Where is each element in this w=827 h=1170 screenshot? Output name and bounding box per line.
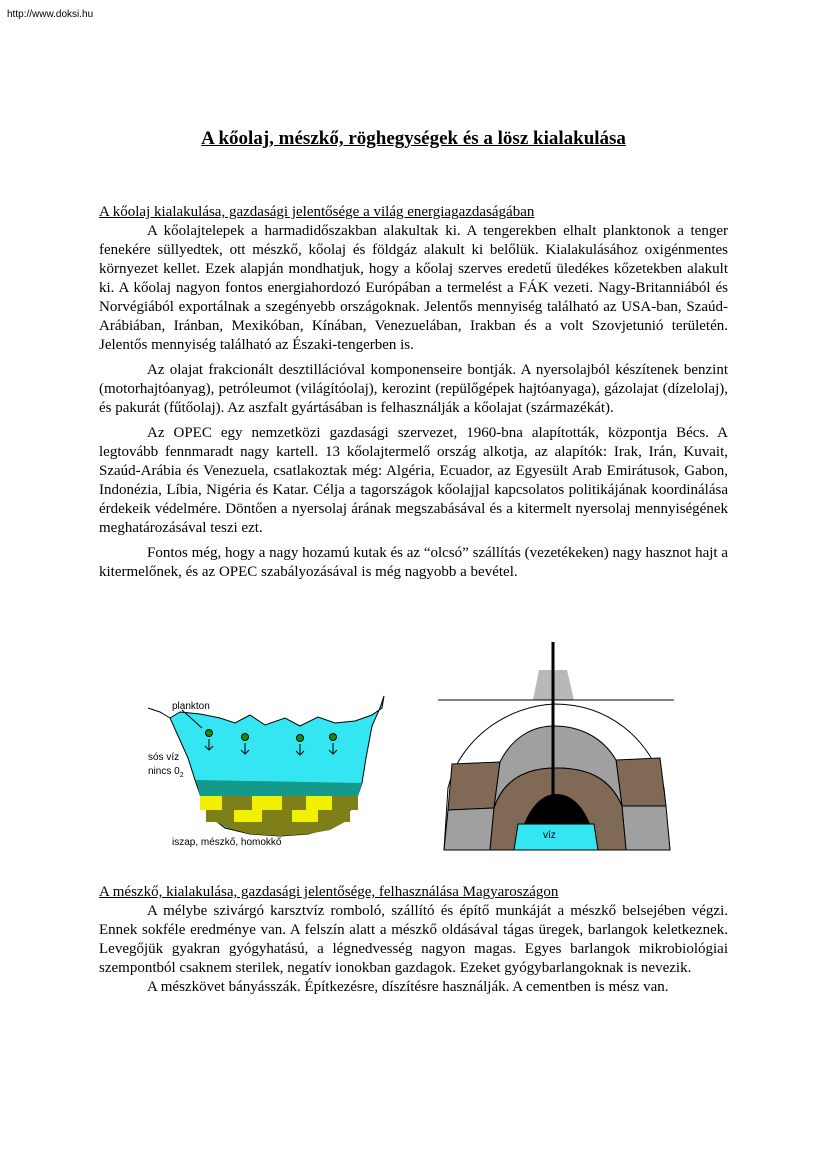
oil-trap-diagram [438, 638, 674, 854]
page-title: A kőolaj, mészkő, röghegységek és a lösz kialakulása [201, 128, 626, 149]
paragraph: Az OPEC egy nemzetközi gazdasági szervezet, 1960-bna alapították, központja Bécs. A legtovább fennmaradt nagy kartell. 13 kőolajtermelő ország alkotja, az alapítók: Irak, Irán, Kuvait, Szaúd-Arábia és Venezuela, csatlakoztak még: Algéria, Ecuador, az Egyesült Arab Emirátusok, Gabon, Indonézia, Líbia, Nigéria és Katar. Célja a tagországok kőolajjal kapcsolatos politikájának koordinálása érdekeik védelmére. Döntően a nyersolaj árának megszabásával és a kitermelt nyersolaj mennyiségének meghatározásával teszi ezt. [99, 425, 728, 536]
label-sediment: iszap, mészkő, homokkő [172, 837, 282, 848]
paragraph: A mélybe szivárgó karsztvíz romboló, szállító és építő munkáját a mészkő belsejében végzi. Ennek sokféle eredménye van. A felszín alatt a mészkő oldásával tágas üregek, barlangok keletkeznek. Levegőjük gyakran gyógyhatású, a légnedvesség nagyon magas. Egyes barlangok mikrobiológiai szempontból csaknem sterilek, negatív ionokban gazdagok. Ezeket gyógybarlangoknak is nevezik. [99, 903, 728, 976]
sediment-bricks [200, 796, 358, 836]
paragraph: Az olajat frakcionált desztillációval komponenseire bontják. A nyersolajból készítenek benzint (motorhajtóanyag), petróleumot (világítóolaj), kerozint (repülőgépek hajtóanyaga), gázolajat (dízelolaj), és pakurát (fűtőolaj). Az aszfalt gyártásában is felhasználják a kőolajat (származékát). [99, 362, 728, 416]
plankton-sedimentation-diagram [140, 688, 400, 858]
label-no-oxygen: nincs $0_2$ [148, 766, 184, 779]
paragraph: Fontos még, hogy a nagy hozamú kutak és az “olcsó” szállítás (vezetékeken) nagy hasznot hajt a kitermelőnek, és az OPEC szabályozásával is még nagyobb a bevétel. [99, 545, 728, 580]
label-water: víz [543, 830, 556, 841]
source-url[interactable]: http://www.doksi.hu [7, 9, 94, 20]
paragraph: A kőolajtelepek a harmadidőszakban alakultak ki. A tengerekben elhalt planktonok a tenger fenekére süllyedtek, ott mészkő, kőolaj és földgáz alakult ki belőlük. Kialakulásához oxigénmentes környezet kellet. Ezek alapján mondhatjuk, hogy a kőolaj szerves eredetű üledékes kőzetekben alakult ki. A kőolaj nagyon fontos energiahordozó Európában a termelést a FÁK vezeti. Nagy-Britanniából és Norvégiából exportálnak a szegényebb országoknak. Jelentős mennyiség található az USA-ban, Szaúd-Arábiában, Iránban, Mexikóban, Kínában, Venezuelában, Irakban és a volt Szovjetunió területén. Jelentős mennyiség található az Északi-tengerben is. [99, 223, 728, 353]
section-heading-limestone: A mészkő, kialakulása, gazdasági jelentősége, felhasználása Magyaroszágon [99, 884, 559, 900]
label-plankton: plankton [172, 701, 210, 712]
section-heading-oil: A kőolaj kialakulása, gazdasági jelentősége a világ energiagazdaságában [99, 204, 535, 220]
section-oil [99, 203, 728, 582]
paragraph: A mészkövet bányásszák. Építkezésre, díszítésre használják. A cementben is mész van. [147, 979, 669, 995]
coastline [148, 708, 170, 718]
section-limestone [99, 883, 728, 997]
label-salt-water: sós víz [148, 752, 180, 763]
water-deposit [514, 824, 598, 850]
